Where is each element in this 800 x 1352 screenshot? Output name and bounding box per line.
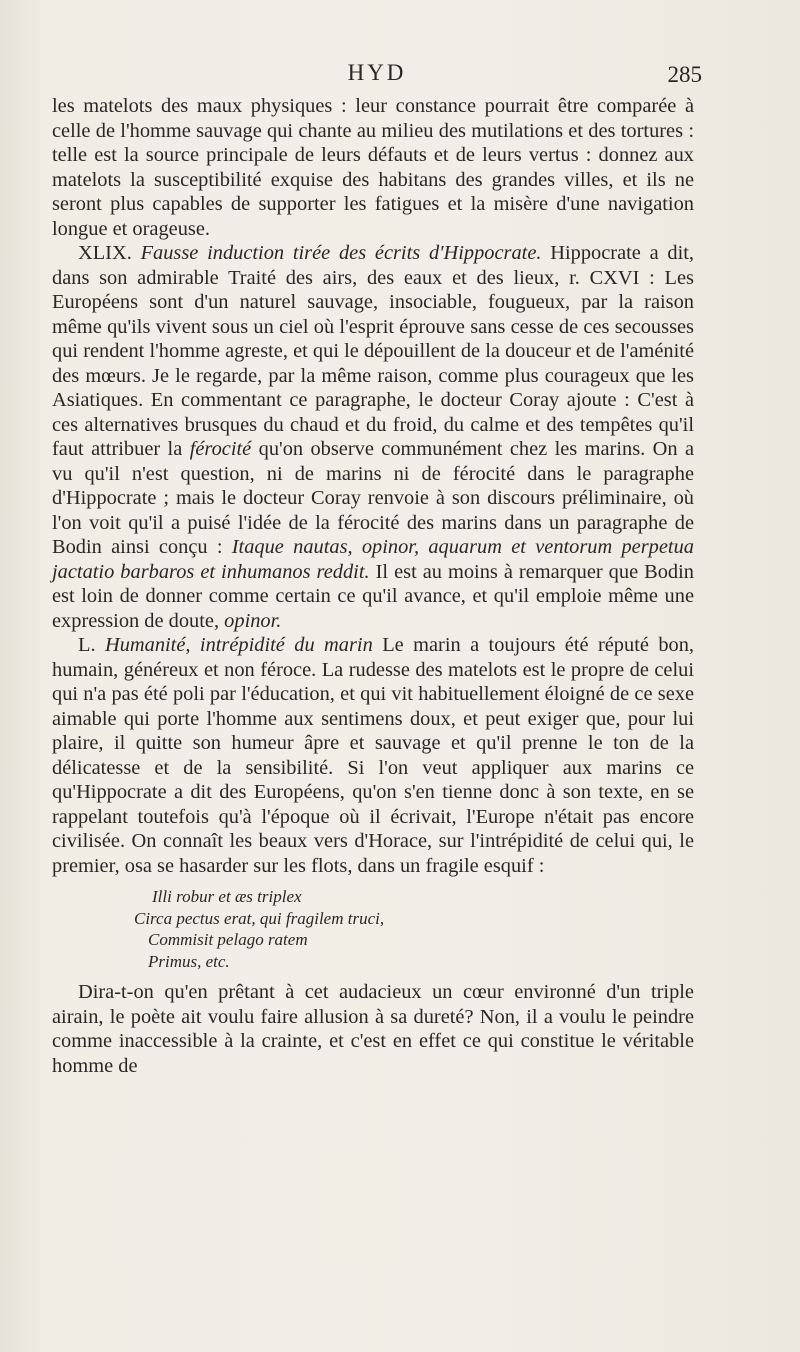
paragraph-text: qu'on observe communément chez les marins. On a vu qu'il n'est question, ni de marins ni de férocité dans le paragraphe d'Hippocrate ; mais le docteur Coray renvoie à son discours préliminaire, où l'on voit qu'il a puisé l'idée de la férocité des marins dans un paragraphe de Bodin ainsi conçu : [52, 438, 694, 558]
section-number: XLIX. [78, 242, 132, 264]
verse-line: Primus, etc. [148, 951, 230, 971]
paragraph-final: Dira-t-on qu'en prêtant à cet audacieux un cœur environné d'un triple airain, le poète ait voulu faire allusion à sa dureté? Non, il a voulu le peindre comme inaccessible à la crainte, et c'est en effet ce qui constitue le véritable homme de [52, 981, 694, 1077]
horace-verse [134, 886, 694, 972]
section-number: L. [78, 634, 96, 656]
italic-term: opinor. [224, 609, 282, 632]
verse-line: Circa pectus erat, qui fragilem truci, [134, 908, 385, 928]
page-body [52, 94, 694, 1078]
italic-term: férocité [189, 438, 252, 460]
paragraph-continuation: les matelots des maux physiques : leur constance pourrait être comparée à celle de l'homme sauvage qui chante au milieu des mutilations et des tortures : telle est la source principale de leurs défauts et de leurs vertus : donnez aux matelots la susceptibilité exquise des habitans des grandes villes, et ils ne seront plus capables de supporter les fatigues et la misère d'une navigation longue et orageuse. [52, 95, 694, 240]
latin-quotation: Itaque nautas, opinor, aquarum et ventorum perpetua jactatio barbaros et inhumanos reddit. [52, 536, 694, 583]
page-number: 285 [667, 62, 702, 87]
paragraph-xlix [52, 241, 694, 633]
section-heading: Fausse induction tirée des écrits d'Hippocrate. [140, 242, 542, 264]
verse-line: Illi robur et æs triplex [152, 887, 302, 906]
paragraph-l [52, 633, 694, 878]
paragraph-text: Hippocrate a dit, dans son admirable Traité des airs, des eaux et des lieux, r. CXVI : Les Européens sont d'un naturel sauvage, insociable, fougueux, par la raison même qu'ils vivent sous un ciel où l'esprit éprouve sans cesse de ces secousses qui rendent l'homme agreste, et qui le dépouillent de la douceur et de l'aménité des mœurs. Je le regarde, par la même raison, comme plus courageux que les Asiatiques. En commentant ce paragraphe, le docteur Coray ajoute : C'est à ces alternatives brusques du chaud et du froid, du calme et des tempêtes qu'il faut attribuer la [52, 242, 695, 460]
paragraph-text: Il est au moins à remarquer que Bodin est loin de donner comme certain ce qu'il avance, et qu'il emploie même une expression de doute, [52, 560, 694, 632]
paragraph-text: Le marin a toujours été réputé bon, humain, généreux et non féroce. La rudesse des matelots est le propre de celui qui n'a pas été poli par l'éducation, et qui vit habituellement éloigné de ce sexe aimable qui porte l'homme aux sentimens doux, et peut exiger que, pour lui plaire, il quitte son humeur âpre et sauvage et qu'il prenne le ton de la délicatesse et de la sensibilité. Si l'on veut appliquer aux marins ce qu'Hippocrate a dit des Européens, qu'on s'en tienne donc à son texte, en se rappelant toutefois qu'à l'époque où il écrivait, l'Europe n'était pas encore civilisée. On connaît les beaux vers d'Horace, sur l'intrépidité de celui qui, le premier, osa se hasarder sur les flots, dans un fragile esquif : [52, 634, 694, 877]
section-heading: Humanité, intrépidité du marin [104, 634, 373, 656]
running-title: HYD [347, 60, 407, 85]
verse-line: Commisit pelago ratem [148, 930, 308, 949]
page-header [52, 58, 702, 94]
